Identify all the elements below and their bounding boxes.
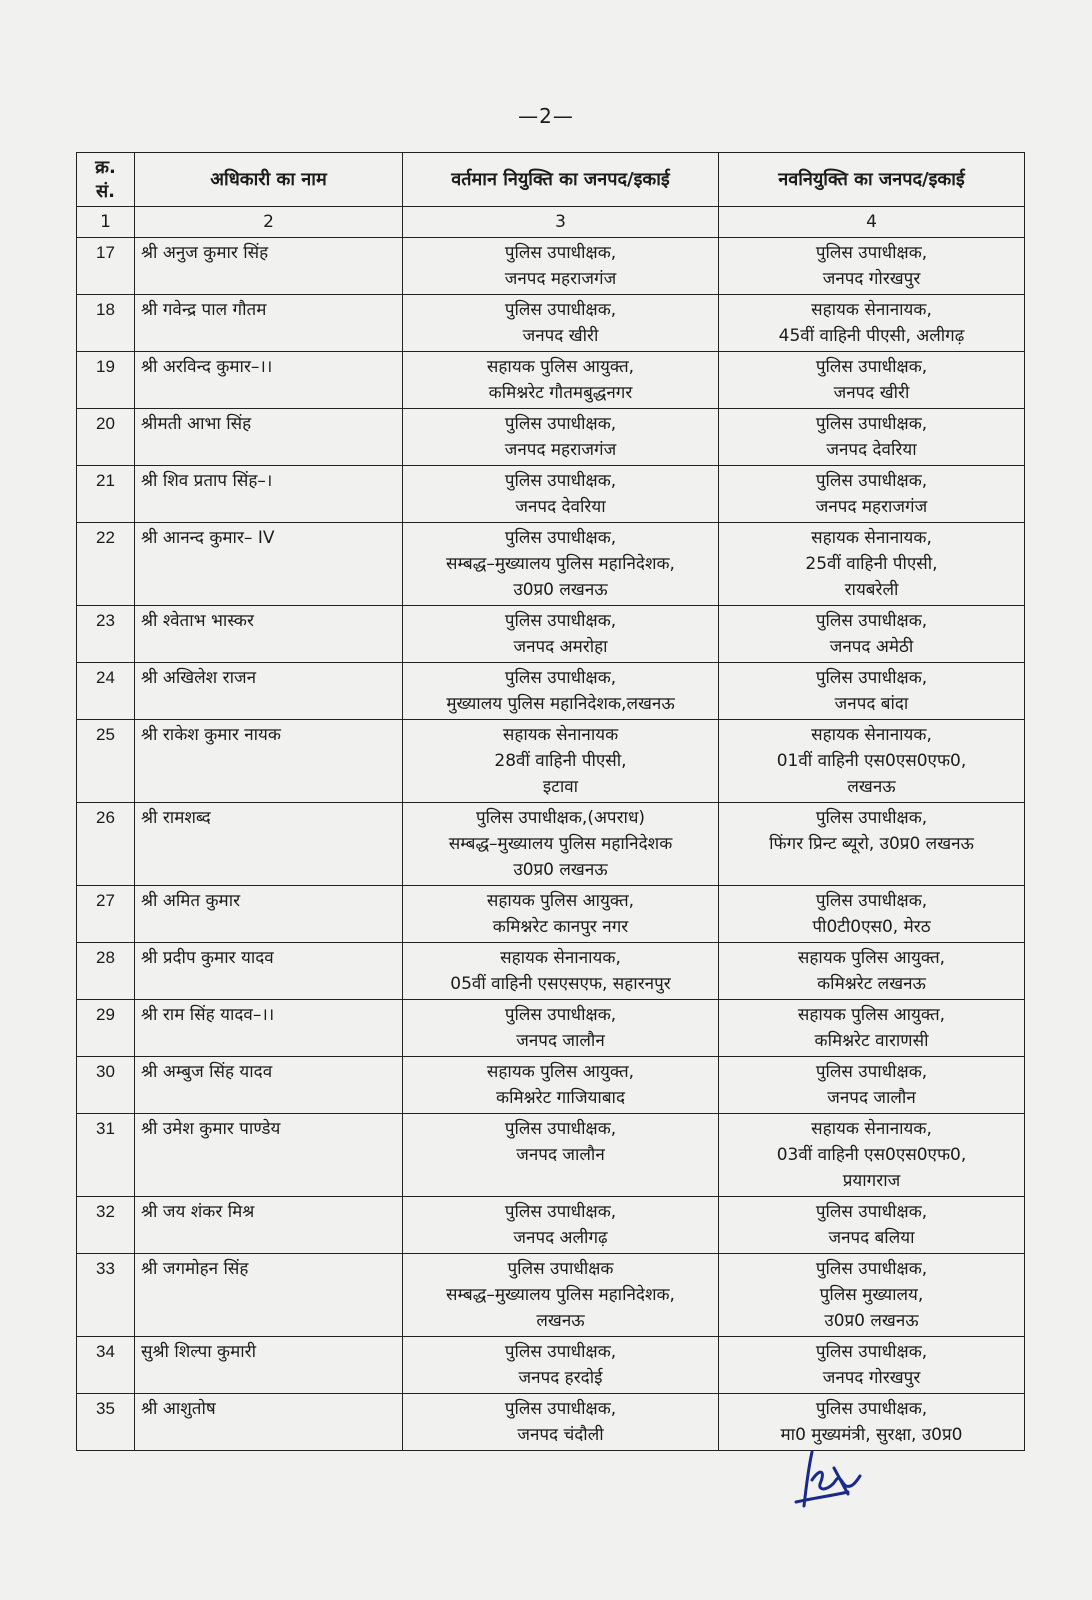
table-row <box>77 238 1025 295</box>
new-posting <box>719 1337 1025 1394</box>
current-posting-line: जनपद खीरी <box>522 326 599 346</box>
current-posting-line: सहायक पुलिस आयुक्त, <box>486 1062 635 1082</box>
new-posting-line: 25वीं वाहिनी पीएसी, <box>805 554 938 574</box>
new-posting-line: पुलिस उपाधीक्षक, <box>815 1342 928 1362</box>
new-posting-line: पुलिस उपाधीक्षक, <box>815 891 928 911</box>
new-posting <box>719 1197 1025 1254</box>
serial-number: 32 <box>77 1197 135 1254</box>
new-posting <box>719 943 1025 1000</box>
current-posting-line: पुलिस उपाधीक्षक, <box>504 414 617 434</box>
new-posting <box>719 1254 1025 1337</box>
new-posting-line: पुलिस उपाधीक्षक, <box>815 471 928 491</box>
current-posting-line: पुलिस उपाधीक्षक, <box>504 1202 617 1222</box>
table-body <box>77 238 1025 1451</box>
current-posting-line: लखनऊ <box>536 1311 585 1331</box>
new-posting-line: सहायक सेनानायक, <box>811 528 932 548</box>
new-posting-line: पुलिस उपाधीक्षक, <box>815 1399 928 1419</box>
new-posting-line: सहायक सेनानायक, <box>811 725 932 745</box>
new-posting-line: लखनऊ <box>847 777 896 797</box>
new-posting-line: पी0टी0एस0, मेरठ <box>812 917 931 937</box>
table-row <box>77 606 1025 663</box>
new-posting-line: कमिश्नरेट लखनऊ <box>817 974 926 994</box>
serial-number: 23 <box>77 606 135 663</box>
table-row <box>77 720 1025 803</box>
table-row <box>77 803 1025 886</box>
current-posting-line: पुलिस उपाधीक्षक,(अपराध) <box>475 808 646 828</box>
current-posting <box>403 466 719 523</box>
new-posting <box>719 523 1025 606</box>
current-posting-line: जनपद महराजगंज <box>504 440 617 460</box>
current-posting-line: पुलिस उपाधीक्षक, <box>504 611 617 631</box>
new-posting <box>719 466 1025 523</box>
new-posting-line: पुलिस उपाधीक्षक, <box>815 611 928 631</box>
current-posting-line: पुलिस उपाधीक्षक, <box>504 243 617 263</box>
new-posting-line: पुलिस उपाधीक्षक, <box>815 1259 928 1279</box>
new-posting-line: कमिश्नरेट वाराणसी <box>814 1031 929 1051</box>
table-row <box>77 886 1025 943</box>
officer-name: श्री जय शंकर मिश्र <box>135 1197 403 1254</box>
officer-name: सुश्री शिल्पा कुमारी <box>135 1337 403 1394</box>
current-posting-line: जनपद जालौन <box>516 1031 605 1051</box>
new-posting-line: सहायक पुलिस आयुक्त, <box>797 948 946 968</box>
officer-name: श्री अरविन्द कुमार–।। <box>135 352 403 409</box>
current-posting <box>403 720 719 803</box>
current-posting <box>403 1114 719 1197</box>
current-posting-line: सम्बद्ध–मुख्यालय पुलिस महानिदेशक <box>448 834 673 854</box>
current-posting <box>403 238 719 295</box>
current-posting <box>403 523 719 606</box>
current-posting-line: पुलिस उपाधीक्षक <box>507 1259 614 1279</box>
officer-name: श्री प्रदीप कुमार यादव <box>135 943 403 1000</box>
new-posting-line: जनपद खीरी <box>833 383 910 403</box>
new-posting <box>719 663 1025 720</box>
current-posting-line: पुलिस उपाधीक्षक, <box>504 668 617 688</box>
signature <box>790 1440 880 1520</box>
new-posting-line: सहायक सेनानायक, <box>811 300 932 320</box>
header-new-posting: नवनियुक्ति का जनपद/इकाई <box>719 153 1025 207</box>
new-posting-line: उ0प्र0 लखनऊ <box>824 1311 919 1331</box>
serial-number: 33 <box>77 1254 135 1337</box>
officer-name: श्री गवेन्द्र पाल गौतम <box>135 295 403 352</box>
current-posting-line: सहायक सेनानायक <box>502 725 619 745</box>
serial-number: 35 <box>77 1394 135 1451</box>
new-posting-line: जनपद गोरखपुर <box>822 269 921 289</box>
serial-number: 29 <box>77 1000 135 1057</box>
current-posting <box>403 1394 719 1451</box>
table-row <box>77 1000 1025 1057</box>
current-posting <box>403 663 719 720</box>
table-row <box>77 1114 1025 1197</box>
new-posting-line: रायबरेली <box>844 580 899 600</box>
serial-number: 27 <box>77 886 135 943</box>
current-posting <box>403 803 719 886</box>
current-posting-line: उ0प्र0 लखनऊ <box>513 580 608 600</box>
current-posting <box>403 295 719 352</box>
current-posting-line: मुख्यालय पुलिस महानिदेशक,लखनऊ <box>446 694 675 714</box>
column-number: 1 <box>77 207 135 238</box>
page-number: —2— <box>518 104 574 128</box>
new-posting <box>719 1114 1025 1197</box>
header-officer-name: अधिकारी का नाम <box>135 153 403 207</box>
current-posting-line: कमिश्नरेट गौतमबुद्धनगर <box>488 383 633 403</box>
table-row <box>77 943 1025 1000</box>
new-posting-line: जनपद बांदा <box>834 694 909 714</box>
current-posting-line: जनपद महराजगंज <box>504 269 617 289</box>
current-posting-line: पुलिस उपाधीक्षक, <box>504 300 617 320</box>
new-posting-line: पुलिस मुख्यालय, <box>819 1285 924 1305</box>
officer-name: श्री अखिलेश राजन <box>135 663 403 720</box>
new-posting-line: जनपद महराजगंज <box>815 497 928 517</box>
current-posting-line: पुलिस उपाधीक्षक, <box>504 528 617 548</box>
new-posting <box>719 238 1025 295</box>
column-number: 4 <box>719 207 1025 238</box>
serial-number: 20 <box>77 409 135 466</box>
current-posting <box>403 1000 719 1057</box>
table-row <box>77 523 1025 606</box>
new-posting-line: पुलिस उपाधीक्षक, <box>815 668 928 688</box>
current-posting-line: जनपद हरदोई <box>518 1368 603 1388</box>
current-posting <box>403 886 719 943</box>
current-posting-line: 05वीं वाहिनी एसएसएफ, सहारनपुर <box>450 974 671 994</box>
officer-name: श्री श्वेताभ भास्कर <box>135 606 403 663</box>
table-row <box>77 663 1025 720</box>
officer-name: श्री शिव प्रताप सिंह–। <box>135 466 403 523</box>
table-row <box>77 409 1025 466</box>
current-posting <box>403 943 719 1000</box>
officer-name: श्रीमती आभा सिंह <box>135 409 403 466</box>
new-posting-line: पुलिस उपाधीक्षक, <box>815 1062 928 1082</box>
new-posting-line: जनपद गोरखपुर <box>822 1368 921 1388</box>
officer-name: श्री राम सिंह यादव–।। <box>135 1000 403 1057</box>
new-posting-line: 03वीं वाहिनी एस0एस0एफ0, <box>776 1145 967 1165</box>
serial-number: 17 <box>77 238 135 295</box>
serial-number: 30 <box>77 1057 135 1114</box>
current-posting <box>403 409 719 466</box>
new-posting <box>719 803 1025 886</box>
current-posting-line: जनपद देवरिया <box>515 497 606 517</box>
officer-name: श्री आनन्द कुमार– IV <box>135 523 403 606</box>
table-row <box>77 466 1025 523</box>
current-posting-line: कमिश्नरेट कानपुर नगर <box>492 917 629 937</box>
officer-name: श्री जगमोहन सिंह <box>135 1254 403 1337</box>
new-posting-line: पुलिस उपाधीक्षक, <box>815 357 928 377</box>
table-row <box>77 295 1025 352</box>
new-posting <box>719 409 1025 466</box>
officer-name: श्री अनुज कुमार सिंह <box>135 238 403 295</box>
current-posting-line: 28वीं वाहिनी पीएसी, <box>494 751 627 771</box>
serial-number: 18 <box>77 295 135 352</box>
current-posting-line: उ0प्र0 लखनऊ <box>513 860 608 880</box>
new-posting-line: जनपद जालौन <box>827 1088 916 1108</box>
serial-number: 28 <box>77 943 135 1000</box>
officer-name: श्री उमेश कुमार पाण्डेय <box>135 1114 403 1197</box>
new-posting-line: पुलिस उपाधीक्षक, <box>815 1202 928 1222</box>
current-posting-line: जनपद जालौन <box>516 1145 605 1165</box>
new-posting <box>719 886 1025 943</box>
table-row <box>77 1394 1025 1451</box>
new-posting-line: सहायक पुलिस आयुक्त, <box>797 1005 946 1025</box>
current-posting-line: जनपद अलीगढ़ <box>513 1228 608 1248</box>
current-posting-line: सम्बद्ध–मुख्यालय पुलिस महानिदेशक, <box>446 1285 675 1305</box>
officer-name: श्री आशुतोष <box>135 1394 403 1451</box>
new-posting-line: मा0 मुख्यमंत्री, सुरक्षा, उ0प्र0 <box>780 1425 963 1445</box>
serial-number: 19 <box>77 352 135 409</box>
serial-number: 26 <box>77 803 135 886</box>
current-posting-line: इटावा <box>542 777 579 797</box>
current-posting <box>403 1254 719 1337</box>
current-posting-line: सहायक पुलिस आयुक्त, <box>486 357 635 377</box>
serial-number: 24 <box>77 663 135 720</box>
current-posting-line: पुलिस उपाधीक्षक, <box>504 471 617 491</box>
new-posting-line: जनपद देवरिया <box>826 440 917 460</box>
current-posting-line: कमिश्नरेट गाजियाबाद <box>496 1088 625 1108</box>
table-row <box>77 352 1025 409</box>
current-posting-line: पुलिस उपाधीक्षक, <box>504 1005 617 1025</box>
current-posting <box>403 352 719 409</box>
officer-name: श्री अमित कुमार <box>135 886 403 943</box>
new-posting-line: सहायक सेनानायक, <box>811 1119 932 1139</box>
serial-number: 31 <box>77 1114 135 1197</box>
serial-number: 22 <box>77 523 135 606</box>
current-posting-line: सम्बद्ध–मुख्यालय पुलिस महानिदेशक, <box>446 554 675 574</box>
officer-name: श्री राकेश कुमार नायक <box>135 720 403 803</box>
new-posting-line: 45वीं वाहिनी पीएसी, अलीगढ़ <box>778 326 965 346</box>
current-posting-line: पुलिस उपाधीक्षक, <box>504 1399 617 1419</box>
new-posting <box>719 720 1025 803</box>
current-posting <box>403 1057 719 1114</box>
current-posting-line: जनपद अमरोहा <box>513 637 608 657</box>
new-posting <box>719 352 1025 409</box>
current-posting-line: सहायक पुलिस आयुक्त, <box>486 891 635 911</box>
table-row <box>77 1254 1025 1337</box>
current-posting-line: पुलिस उपाधीक्षक, <box>504 1342 617 1362</box>
new-posting-line: पुलिस उपाधीक्षक, <box>815 243 928 263</box>
header-serial: क्र. सं. <box>77 153 135 207</box>
new-posting-line: पुलिस उपाधीक्षक, <box>815 414 928 434</box>
current-posting-line: पुलिस उपाधीक्षक, <box>504 1119 617 1139</box>
current-posting <box>403 606 719 663</box>
column-number: 2 <box>135 207 403 238</box>
officer-name: श्री अम्बुज सिंह यादव <box>135 1057 403 1114</box>
new-posting-line: जनपद अमेठी <box>829 637 914 657</box>
current-posting-line: जनपद चंदौली <box>517 1425 604 1445</box>
table-row <box>77 1057 1025 1114</box>
officer-name: श्री रामशब्द <box>135 803 403 886</box>
serial-number: 21 <box>77 466 135 523</box>
current-posting <box>403 1337 719 1394</box>
header-current-posting: वर्तमान नियुक्ति का जनपद/इकाई <box>403 153 719 207</box>
new-posting-line: पुलिस उपाधीक्षक, <box>815 808 928 828</box>
transfer-table <box>76 152 1025 1451</box>
new-posting <box>719 1000 1025 1057</box>
serial-number: 25 <box>77 720 135 803</box>
table-row <box>77 1337 1025 1394</box>
new-posting <box>719 1057 1025 1114</box>
new-posting-line: प्रयागराज <box>842 1171 901 1191</box>
new-posting <box>719 606 1025 663</box>
new-posting-line: जनपद बलिया <box>828 1228 915 1248</box>
current-posting-line: सहायक सेनानायक, <box>500 948 621 968</box>
new-posting <box>719 295 1025 352</box>
new-posting-line: फिंगर प्रिन्ट ब्यूरो, उ0प्र0 लखनऊ <box>769 834 974 854</box>
new-posting-line: 01वीं वाहिनी एस0एस0एफ0, <box>776 751 967 771</box>
table-header-row <box>77 153 1025 207</box>
serial-number: 34 <box>77 1337 135 1394</box>
current-posting <box>403 1197 719 1254</box>
table-row <box>77 1197 1025 1254</box>
column-number: 3 <box>403 207 719 238</box>
column-number-row <box>77 207 1025 238</box>
